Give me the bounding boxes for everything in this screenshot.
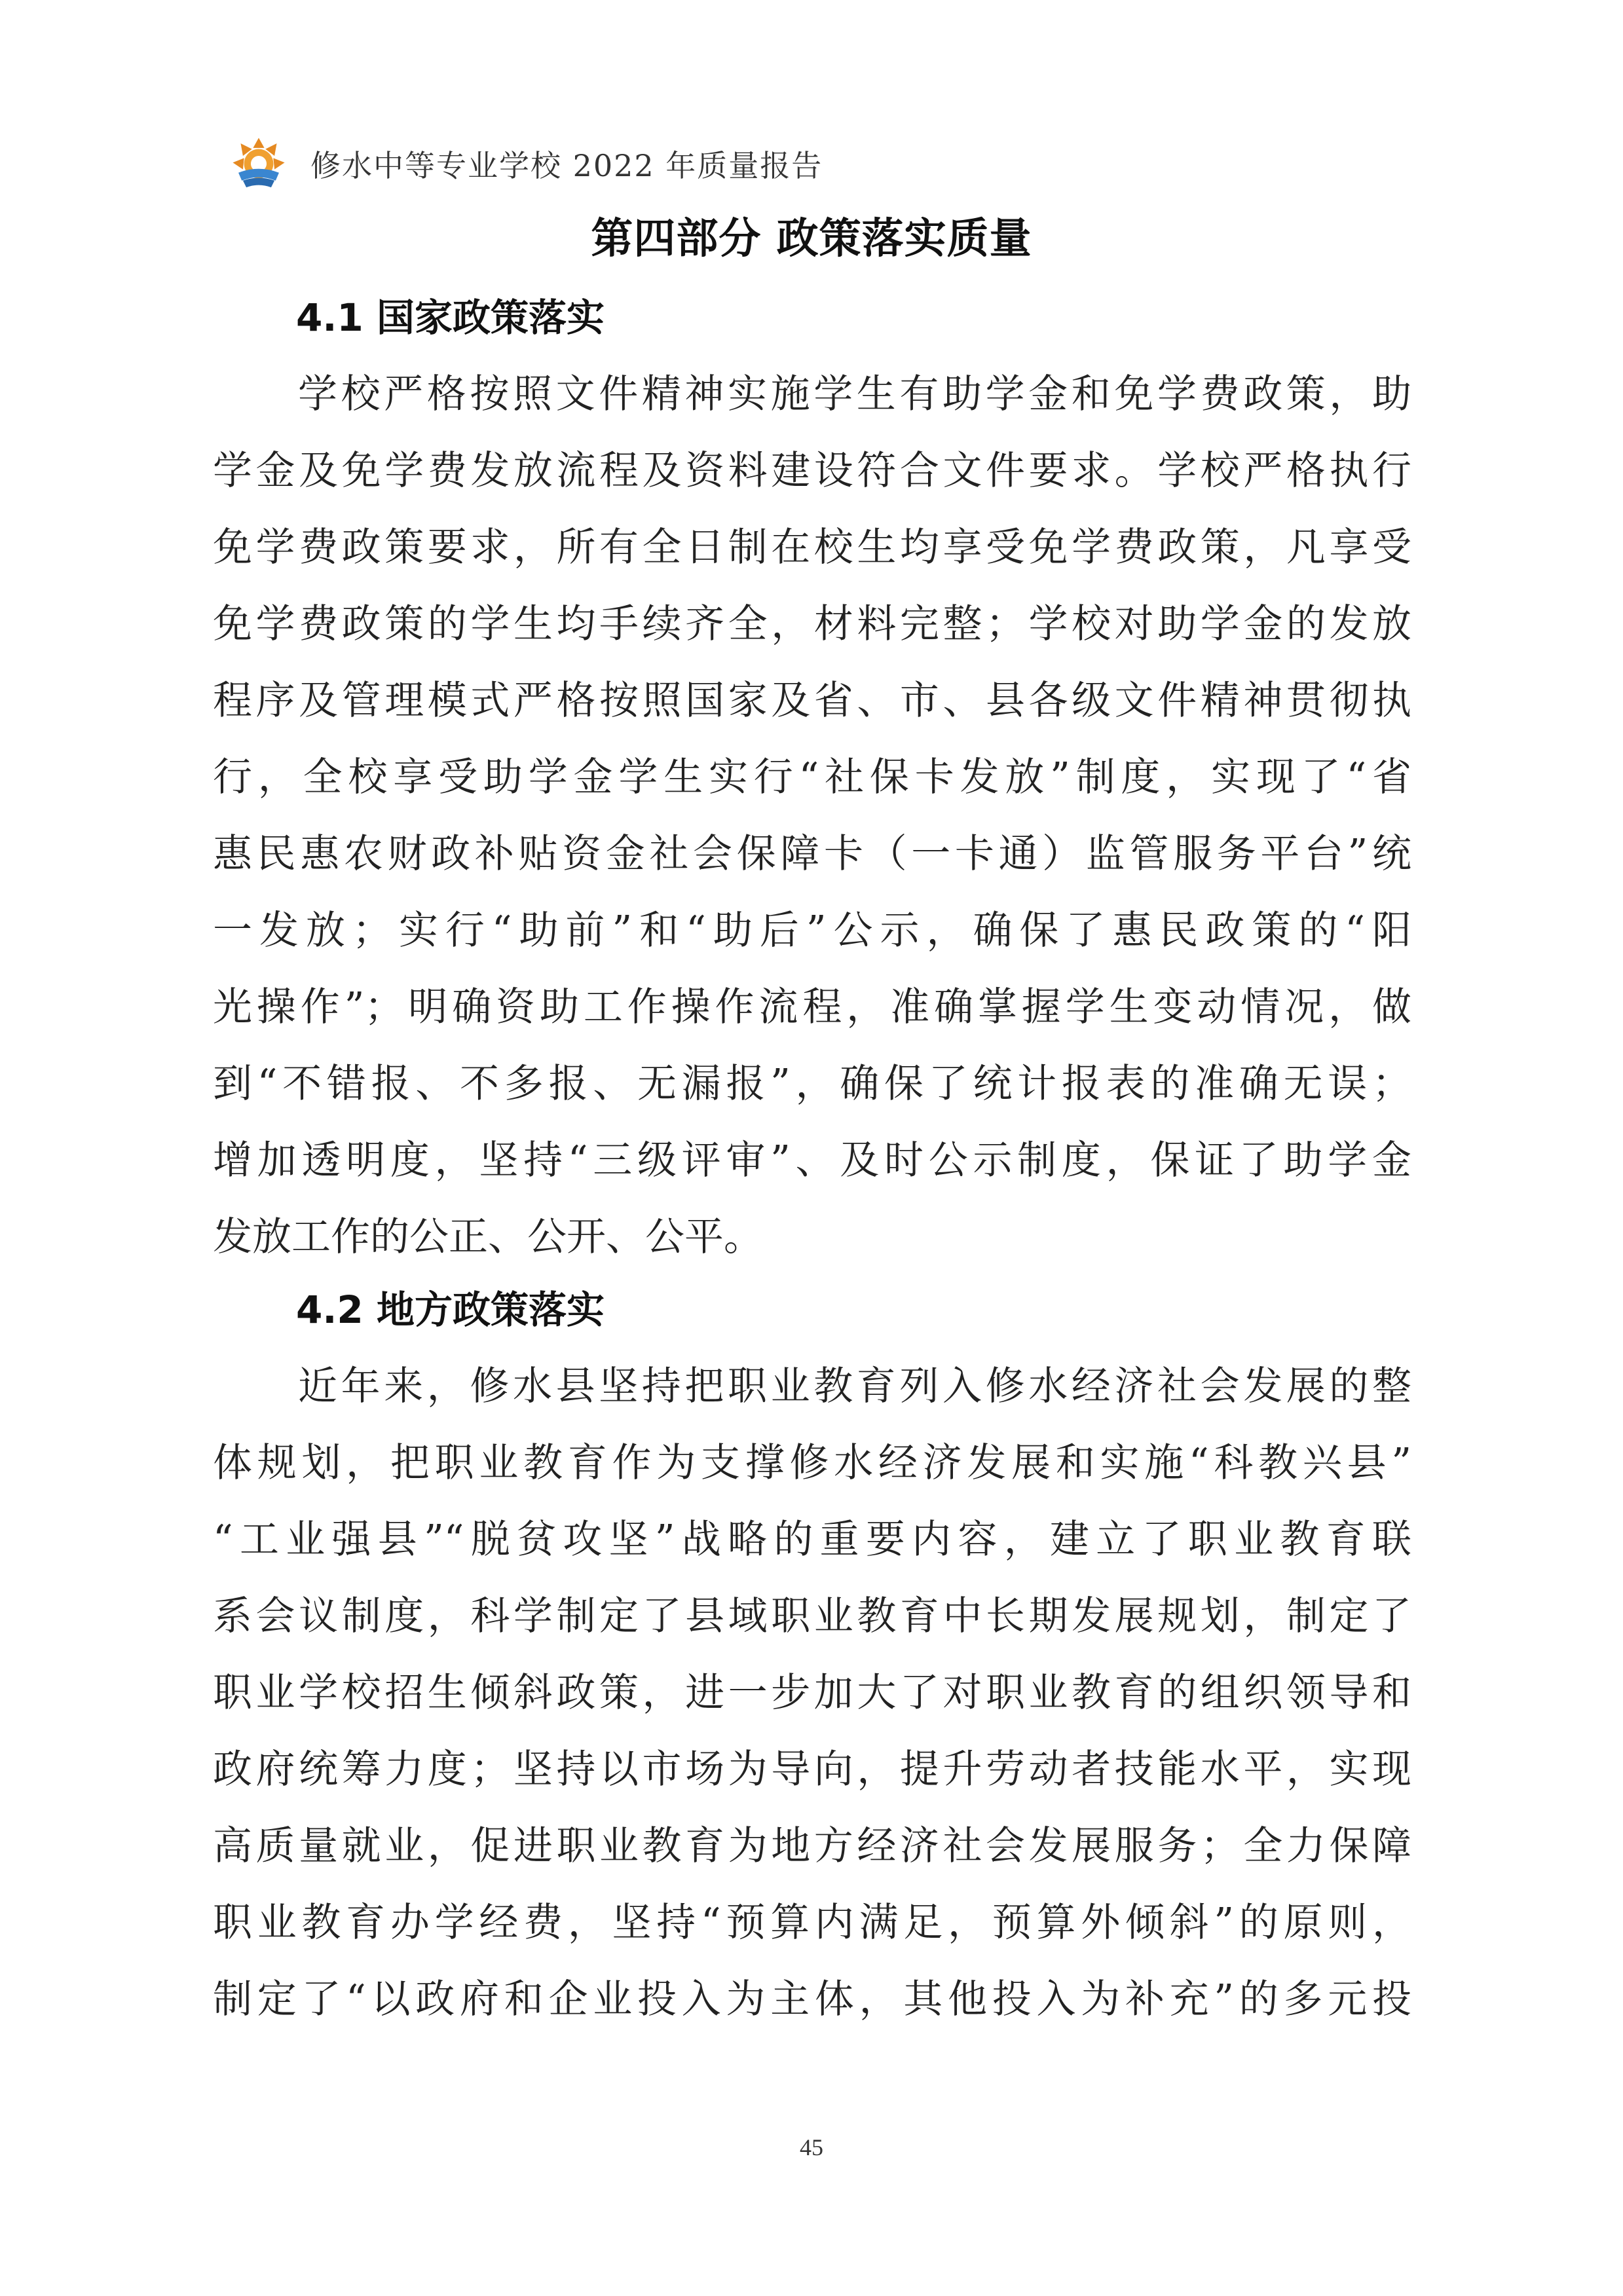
section-title-national-policy: 4.1 国家政策落实 — [296, 295, 605, 340]
page-number: 45 — [800, 2134, 823, 2160]
paragraph-line: 制定了“以政府和企业投入为主体，其他投入为补充”的多元投 — [213, 1976, 1411, 2022]
paragraph-line: 学校严格按照文件精神实施学生有助学金和免学费政策，助 — [298, 371, 1411, 417]
part-title: 第四部分 政策落实质量 — [591, 214, 1032, 263]
paragraph-line: 行，全校享受助学金学生实行“社保卡发放”制度，实现了“省 — [213, 754, 1411, 800]
paragraph-line: 系会议制度，科学制定了县域职业教育中长期发展规划，制定了 — [213, 1593, 1411, 1639]
paragraph-line: 学金及免学费发放流程及资料建设符合文件要求。学校严格执行 — [213, 448, 1411, 494]
paragraph-line: 免学费政策要求，所有全日制在校生均享受免学费政策，凡享受 — [213, 525, 1411, 570]
paragraph-line: 近年来，修水县坚持把职业教育列入修水经济社会发展的整 — [298, 1363, 1411, 1409]
paragraph-local-policy — [213, 1348, 1411, 2038]
paragraph-line: 程序及管理模式严格按照国家及省、市、县各级文件精神贯彻执 — [213, 678, 1411, 724]
paragraph-line: 高质量就业，促进职业教育为地方经济社会发展服务；全力保障 — [213, 1823, 1411, 1869]
page-header — [231, 134, 823, 193]
paragraph-line: “工业强县”“脱贫攻坚”战略的重要内容，建立了职业教育联 — [213, 1517, 1411, 1563]
report-header-title: 修水中等专业学校 2022 年质量报告 — [310, 148, 823, 183]
paragraph-line: 政府统筹力度；坚持以市场为导向，提升劳动者技能水平，实现 — [213, 1747, 1411, 1792]
section-title-local-policy: 4.2 地方政策落实 — [296, 1287, 605, 1332]
paragraph-line: 一发放；实行“助前”和“助后”公示，确保了惠民政策的“阳 — [213, 908, 1411, 954]
paragraph-line: 增加透明度，坚持“三级评审”、及时公示制度，保证了助学金 — [213, 1138, 1411, 1183]
paragraph-line: 职业教育办学经费，坚持“预算内满足，预算外倾斜”的原则， — [213, 1900, 1411, 1946]
paragraph-line: 体规划，把职业教育作为支撑修水经济发展和实施“科教兴县” — [213, 1440, 1411, 1486]
paragraph-line: 职业学校招生倾斜政策，进一步加大了对职业教育的组织领导和 — [213, 1670, 1411, 1716]
paragraph-line: 到“不错报、不多报、无漏报”，确保了统计报表的准确无误； — [213, 1061, 1411, 1107]
paragraph-line: 发放工作的公正、公开、公平。 — [213, 1214, 763, 1260]
paragraph-line: 惠民惠农财政补贴资金社会保障卡（一卡通）监管服务平台”统 — [213, 831, 1411, 877]
school-logo-icon — [231, 136, 287, 192]
paragraph-line: 光操作”；明确资助工作操作流程，准确掌握学生变动情况，做 — [213, 984, 1411, 1030]
paragraph-national-policy — [213, 356, 1411, 1276]
paragraph-line: 免学费政策的学生均手续齐全，材料完整；学校对助学金的发放 — [213, 601, 1411, 647]
